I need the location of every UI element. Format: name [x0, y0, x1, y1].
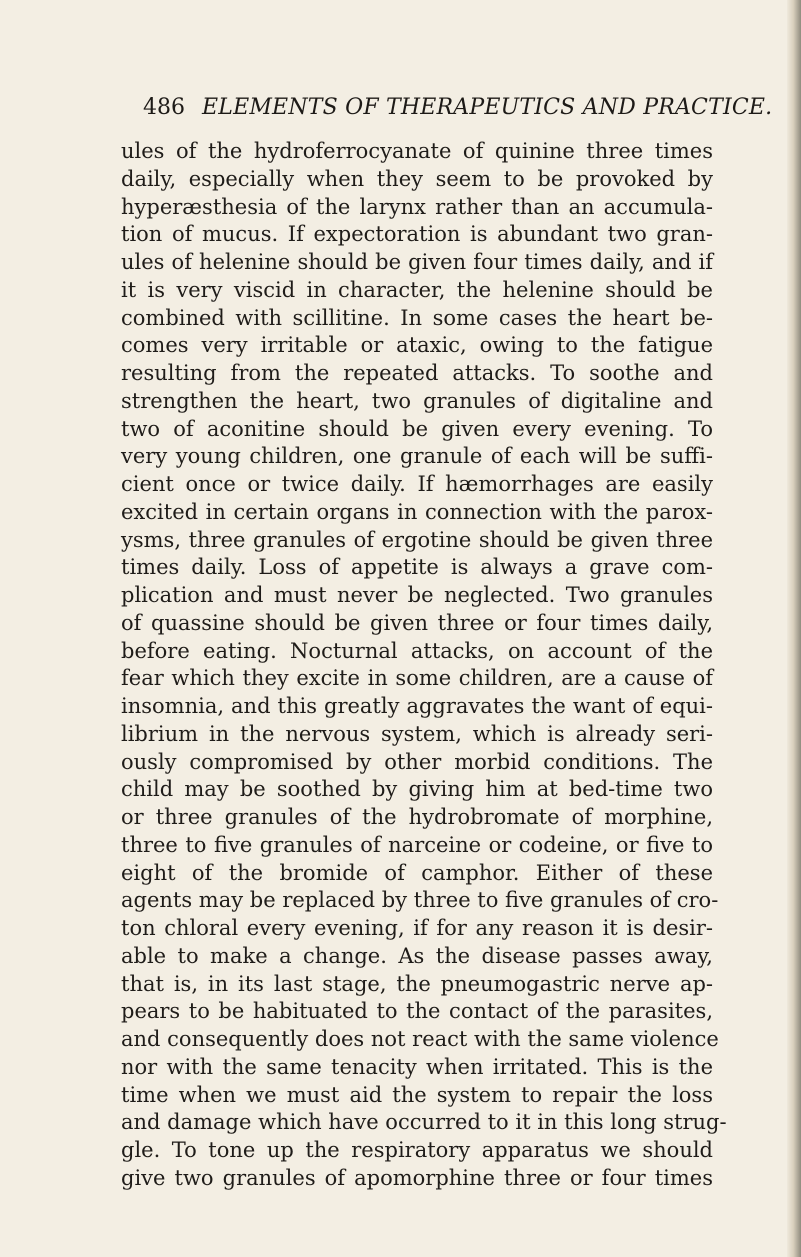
- text-line: insomnia, and this greatly aggravates the want of equi-: [121, 694, 713, 718]
- text-line: it is very viscid in character, the helenine should be: [121, 277, 713, 302]
- text-line: before eating. Nocturnal attacks, on account of the: [121, 638, 713, 663]
- text-line: comes very irritable or ataxic, owing to the fatigue: [121, 333, 713, 358]
- text-line: eight of the bromide of camphor. Either of these: [121, 860, 713, 885]
- text-line: strengthen the heart, two granules of digitaline and: [121, 388, 713, 413]
- text-line: or three granules of the hydrobromate of morphine,: [121, 805, 713, 829]
- text-line: nor with the same tenacity when irritated. This is the: [121, 1054, 713, 1079]
- text-line: plication and must never be neglected. Two granules: [121, 583, 713, 607]
- running-header: [143, 93, 773, 123]
- text-line: and consequently does not react with the same violence: [121, 1027, 719, 1051]
- text-line: give two granules of apomorphine three or four times: [121, 1165, 713, 1190]
- text-line: and damage which have occurred to it in this long strug-: [121, 1110, 727, 1135]
- text-line: child may be soothed by giving him at bed-time two: [121, 777, 713, 802]
- text-line: ules of helenine should be given four times daily, and if: [121, 250, 713, 274]
- text-line: fear which they excite in some children, are a cause of: [121, 666, 713, 691]
- header-title: ELEMENTS OF THERAPEUTICS AND PRACTICE.: [202, 95, 773, 120]
- text-line: two of aconitine should be given every evening. To: [121, 416, 713, 441]
- body-text: [121, 138, 727, 1193]
- text-line: very young children, one granule of each will be suffi-: [121, 444, 713, 469]
- text-line: time when we must aid the system to repair the loss: [121, 1082, 713, 1107]
- text-line: of quassine should be given three or four times daily,: [121, 610, 713, 635]
- text-line: ules of the hydroferrocyanate of quinine three times: [121, 139, 713, 163]
- text-line: excited in certain organs in connection with the parox-: [121, 499, 713, 524]
- text-line: cient once or twice daily. If hæmorrhages are easily: [121, 472, 713, 496]
- text-line: pears to be habituated to the contact of the parasites,: [121, 999, 713, 1024]
- text-line: resulting from the repeated attacks. To soothe and: [121, 361, 713, 385]
- text-line: gle. To tone up the respiratory apparatus we should: [121, 1138, 713, 1162]
- text-line: able to make a change. As the disease passes away,: [121, 943, 713, 968]
- text-line: librium in the nervous system, which is already seri-: [121, 721, 713, 746]
- page-number: 486: [143, 95, 185, 120]
- text-line: ton chloral every evening, if for any reason it is desir-: [121, 916, 713, 940]
- text-line: combined with scillitine. In some cases the heart be-: [121, 305, 713, 330]
- text-line: ysms, three granules of ergotine should be given three: [121, 527, 713, 552]
- text-line: three to five granules of narceine or codeine, or five to: [121, 832, 713, 857]
- text-line: tion of mucus. If expectoration is abundant two gran-: [121, 222, 713, 247]
- text-line: hyperæsthesia of the larynx rather than an accumula-: [121, 194, 713, 219]
- text-line: times daily. Loss of appetite is always a grave com-: [121, 555, 713, 580]
- text-line: agents may be replaced by three to five granules of cro-: [121, 888, 719, 913]
- text-line: ously compromised by other morbid conditions. The: [121, 749, 713, 774]
- text-line: daily, especially when they seem to be provoked by: [121, 166, 713, 191]
- text-line: that is, in its last stage, the pneumogastric nerve ap-: [121, 971, 713, 996]
- page-edge-shadow: [787, 0, 801, 1257]
